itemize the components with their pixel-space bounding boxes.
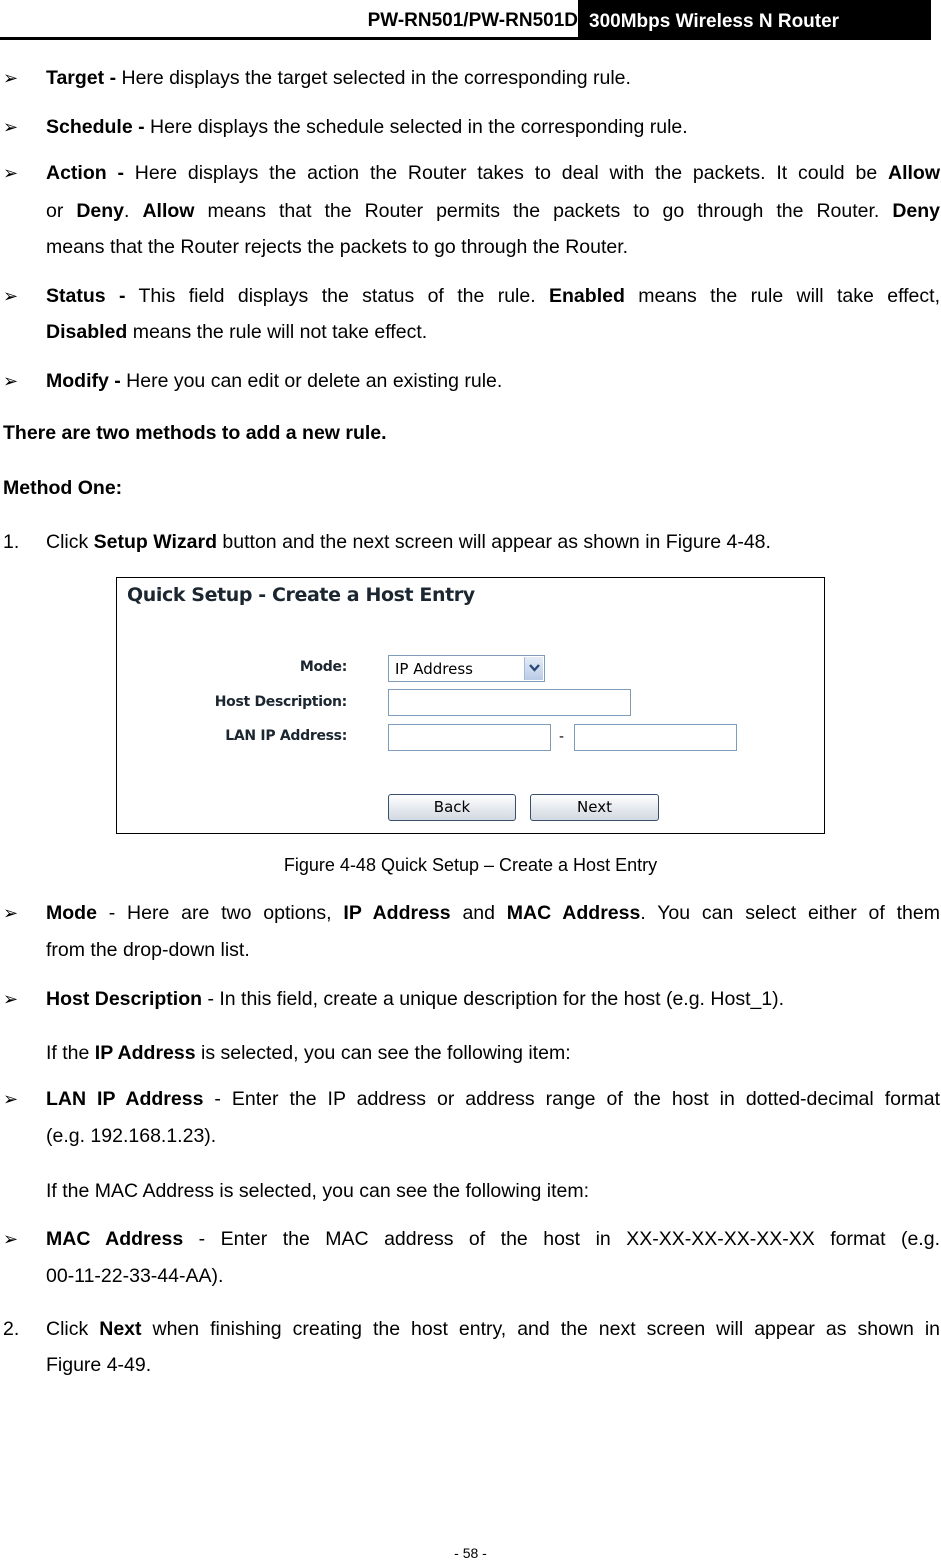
figure-caption: Figure 4-48 Quick Setup – Create a Host Entry [283, 855, 658, 875]
lan-ip-end-input[interactable] [574, 724, 737, 751]
bullet-lan-ip-line1: LAN IP Address - Enter the IP address or address range of the host in dotted-decimal format [46, 1088, 940, 1110]
mode-select-value: IP Address [395, 660, 473, 678]
bullet-mode-line2: from the drop-down list. [46, 939, 250, 961]
mode-select[interactable] [388, 655, 545, 682]
step-number: 1. [3, 531, 20, 553]
bullet-action-line3: means that the Router rejects the packets to go through the Router. [46, 236, 629, 258]
bullet-schedule: Schedule - Here displays the schedule selected in the corresponding rule. [46, 116, 688, 138]
bullet-status-line1: Status - This field displays the status of the rule. Enabled means the rule will take effect, [46, 285, 940, 307]
step2-line1: Click Next when finishing creating the host entry, and the next screen will appear as shown in [46, 1318, 940, 1340]
lan-ip-address-label: LAN IP Address: [225, 728, 347, 744]
step2-line2: Figure 4-49. [46, 1354, 152, 1376]
bullet-mac-line2: 00-11-22-33-44-AA). [46, 1265, 224, 1287]
bullet-icon: ➢ [3, 903, 19, 923]
step-number: 2. [3, 1318, 20, 1340]
bullet-icon: ➢ [3, 117, 19, 137]
bullet-status-line2: Disabled means the rule will not take effect. [46, 321, 428, 343]
figure-quick-setup [116, 577, 825, 834]
host-description-label: Host Description: [214, 694, 347, 710]
bullet-icon: ➢ [3, 1089, 19, 1109]
method-one-heading: Method One: [3, 477, 123, 499]
bullet-icon: ➢ [3, 286, 19, 306]
bullet-icon: ➢ [3, 1229, 19, 1249]
bullet-mode-line1: Mode - Here are two options, IP Address and MAC Address. You can select either of them [46, 902, 940, 924]
bullet-host-description: Host Description - In this field, create a unique description for the host (e.g. Host_1). [46, 988, 785, 1010]
if-mac-selected-text: If the MAC Address is selected, you can see the following item: [46, 1180, 590, 1202]
methods-heading: There are two methods to add a new rule. [3, 422, 387, 444]
bullet-mac-line1: MAC Address - Enter the MAC address of the host in XX-XX-XX-XX-XX-XX format (e.g. [46, 1228, 940, 1250]
bullet-icon: ➢ [3, 371, 19, 391]
lan-ip-start-input[interactable] [388, 724, 551, 751]
bullet-icon: ➢ [3, 68, 19, 88]
if-ip-selected-text: If the IP Address is selected, you can see the following item: [46, 1042, 571, 1064]
mode-label: Mode: [299, 659, 347, 675]
bullet-lan-ip-line2: (e.g. 192.168.1.23). [46, 1125, 217, 1147]
header-rule [0, 37, 931, 40]
header-model: PW-RN501/PW-RN501D [367, 10, 578, 31]
figure-title: Quick Setup - Create a Host Entry [127, 584, 475, 606]
header-title: 300Mbps Wireless N Router [578, 0, 931, 38]
back-button[interactable]: Back [388, 794, 516, 821]
step1-text: Click Setup Wizard button and the next screen will appear as shown in Figure 4-48. [46, 531, 771, 553]
bullet-action-line2: or Deny. Allow means that the Router permits the packets to go through the Router. Deny [46, 200, 941, 222]
bullet-modify: Modify - Here you can edit or delete an existing rule. [46, 370, 503, 392]
bullet-icon: ➢ [3, 989, 19, 1009]
chevron-down-icon[interactable] [524, 657, 543, 680]
ip-range-dash: - [559, 728, 564, 745]
bullet-icon: ➢ [3, 163, 19, 183]
host-description-input[interactable] [388, 689, 631, 716]
bullet-action-line1: Action - Here displays the action the Router takes to deal with the packets. It could be Allow [46, 162, 940, 184]
bullet-target: Target - Here displays the target selected in the corresponding rule. [46, 67, 631, 89]
page-number: - 58 - [454, 1545, 487, 1561]
next-button[interactable]: Next [530, 794, 659, 821]
